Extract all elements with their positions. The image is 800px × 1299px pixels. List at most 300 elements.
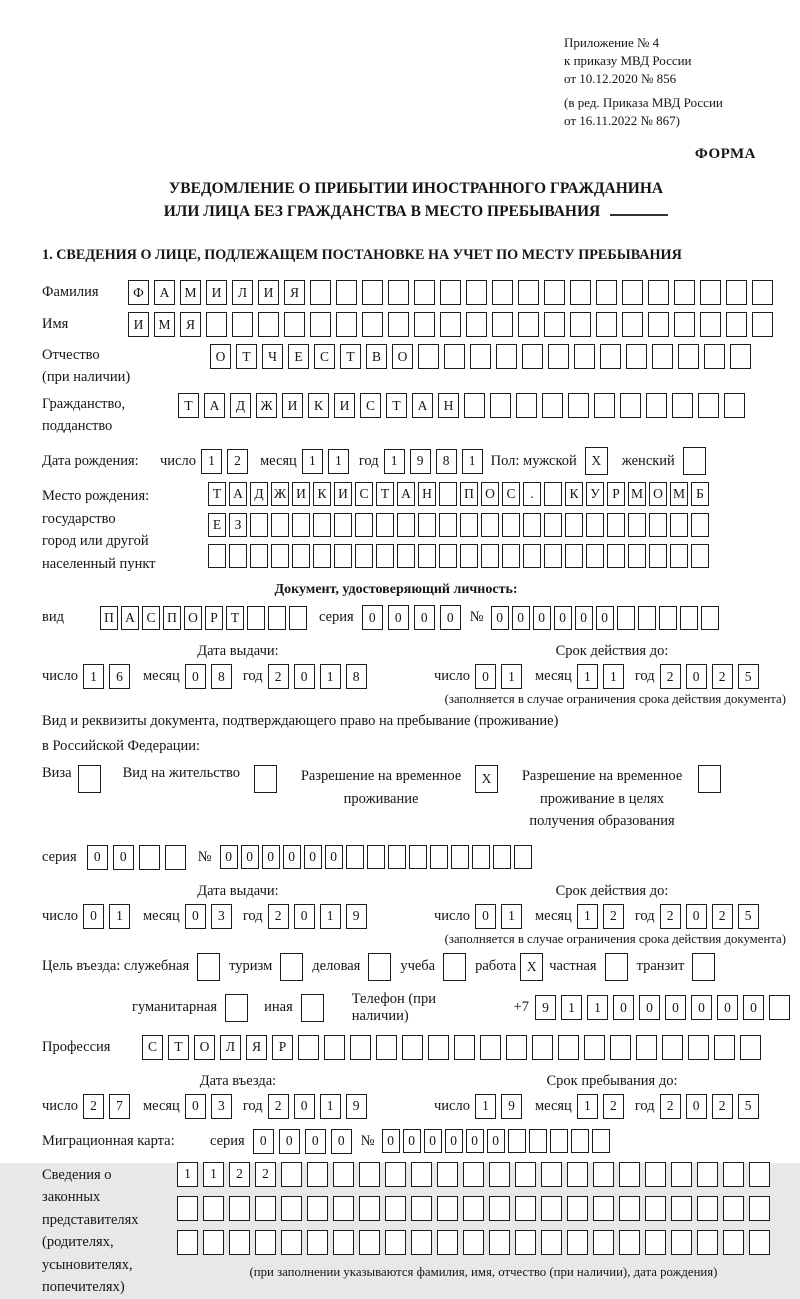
char-cell[interactable] bbox=[336, 280, 357, 305]
char-cell[interactable] bbox=[271, 544, 289, 568]
char-cell[interactable]: П bbox=[460, 482, 478, 506]
char-cell[interactable]: П bbox=[163, 606, 181, 630]
char-cell[interactable]: 8 bbox=[436, 449, 457, 474]
char-cell[interactable] bbox=[584, 1035, 605, 1060]
char-cell[interactable] bbox=[385, 1230, 406, 1255]
char-cell[interactable] bbox=[250, 513, 268, 537]
char-cell[interactable]: С bbox=[360, 393, 381, 418]
char-cell[interactable] bbox=[333, 1162, 354, 1187]
char-cell[interactable] bbox=[437, 1196, 458, 1221]
private-checkbox[interactable] bbox=[605, 953, 628, 981]
char-cell[interactable] bbox=[388, 312, 409, 337]
char-cell[interactable]: 0 bbox=[87, 845, 108, 870]
char-cell[interactable] bbox=[700, 280, 721, 305]
char-cell[interactable]: 0 bbox=[283, 845, 301, 869]
char-cell[interactable] bbox=[480, 1035, 501, 1060]
char-cell[interactable] bbox=[229, 1230, 250, 1255]
char-cell[interactable]: С bbox=[502, 482, 520, 506]
char-cell[interactable]: 0 bbox=[639, 995, 660, 1020]
char-cell[interactable] bbox=[508, 1129, 526, 1153]
char-cell[interactable]: Ж bbox=[271, 482, 289, 506]
char-cell[interactable]: Т bbox=[226, 606, 244, 630]
char-cell[interactable] bbox=[376, 513, 394, 537]
char-cell[interactable]: С bbox=[314, 344, 335, 369]
char-cell[interactable] bbox=[645, 1162, 666, 1187]
char-cell[interactable] bbox=[697, 1162, 718, 1187]
char-cell[interactable] bbox=[502, 544, 520, 568]
char-cell[interactable] bbox=[464, 393, 485, 418]
char-cell[interactable] bbox=[600, 344, 621, 369]
temp-residence-checkbox[interactable]: X bbox=[475, 765, 498, 793]
char-cell[interactable] bbox=[489, 1162, 510, 1187]
female-checkbox[interactable] bbox=[683, 447, 706, 475]
char-cell[interactable]: 9 bbox=[535, 995, 556, 1020]
char-cell[interactable]: 0 bbox=[83, 904, 104, 929]
char-cell[interactable] bbox=[440, 280, 461, 305]
official-checkbox[interactable] bbox=[197, 953, 220, 981]
char-cell[interactable] bbox=[430, 845, 448, 869]
char-cell[interactable] bbox=[307, 1196, 328, 1221]
char-cell[interactable]: 0 bbox=[220, 845, 238, 869]
char-cell[interactable] bbox=[544, 513, 562, 537]
char-cell[interactable]: 0 bbox=[491, 606, 509, 630]
char-cell[interactable]: 1 bbox=[561, 995, 582, 1020]
char-cell[interactable] bbox=[567, 1196, 588, 1221]
char-cell[interactable] bbox=[565, 544, 583, 568]
char-cell[interactable]: 1 bbox=[320, 664, 341, 689]
char-cell[interactable] bbox=[409, 845, 427, 869]
char-cell[interactable]: А bbox=[204, 393, 225, 418]
char-cell[interactable]: С bbox=[142, 606, 160, 630]
char-cell[interactable] bbox=[307, 1230, 328, 1255]
char-cell[interactable]: 1 bbox=[501, 904, 522, 929]
char-cell[interactable] bbox=[324, 1035, 345, 1060]
char-cell[interactable] bbox=[628, 513, 646, 537]
char-cell[interactable] bbox=[489, 1196, 510, 1221]
char-cell[interactable] bbox=[255, 1230, 276, 1255]
char-cell[interactable] bbox=[740, 1035, 761, 1060]
char-cell[interactable] bbox=[139, 845, 160, 870]
char-cell[interactable] bbox=[177, 1230, 198, 1255]
char-cell[interactable] bbox=[414, 312, 435, 337]
char-cell[interactable] bbox=[385, 1196, 406, 1221]
char-cell[interactable]: В bbox=[366, 344, 387, 369]
char-cell[interactable] bbox=[492, 280, 513, 305]
char-cell[interactable] bbox=[544, 280, 565, 305]
char-cell[interactable]: 1 bbox=[603, 664, 624, 689]
char-cell[interactable] bbox=[565, 513, 583, 537]
char-cell[interactable]: Л bbox=[220, 1035, 241, 1060]
char-cell[interactable] bbox=[397, 513, 415, 537]
char-cell[interactable] bbox=[649, 544, 667, 568]
char-cell[interactable] bbox=[691, 513, 709, 537]
char-cell[interactable]: 7 bbox=[109, 1094, 130, 1119]
char-cell[interactable] bbox=[674, 312, 695, 337]
char-cell[interactable] bbox=[481, 544, 499, 568]
char-cell[interactable]: 0 bbox=[691, 995, 712, 1020]
char-cell[interactable]: 1 bbox=[328, 449, 349, 474]
char-cell[interactable] bbox=[350, 1035, 371, 1060]
char-cell[interactable]: 0 bbox=[325, 845, 343, 869]
char-cell[interactable]: 2 bbox=[227, 449, 248, 474]
char-cell[interactable] bbox=[593, 1162, 614, 1187]
char-cell[interactable]: 5 bbox=[738, 1094, 759, 1119]
char-cell[interactable]: Т bbox=[340, 344, 361, 369]
char-cell[interactable] bbox=[714, 1035, 735, 1060]
char-cell[interactable] bbox=[359, 1196, 380, 1221]
char-cell[interactable] bbox=[516, 393, 537, 418]
char-cell[interactable] bbox=[619, 1196, 640, 1221]
char-cell[interactable] bbox=[568, 393, 589, 418]
char-cell[interactable]: И bbox=[206, 280, 227, 305]
char-cell[interactable] bbox=[388, 280, 409, 305]
char-cell[interactable] bbox=[570, 280, 591, 305]
char-cell[interactable] bbox=[541, 1230, 562, 1255]
char-cell[interactable] bbox=[388, 845, 406, 869]
char-cell[interactable]: 1 bbox=[83, 664, 104, 689]
char-cell[interactable]: О bbox=[184, 606, 202, 630]
char-cell[interactable]: И bbox=[282, 393, 303, 418]
char-cell[interactable] bbox=[619, 1162, 640, 1187]
char-cell[interactable]: 2 bbox=[660, 1094, 681, 1119]
char-cell[interactable] bbox=[724, 393, 745, 418]
char-cell[interactable] bbox=[592, 1129, 610, 1153]
char-cell[interactable] bbox=[723, 1162, 744, 1187]
char-cell[interactable] bbox=[310, 280, 331, 305]
char-cell[interactable]: 1 bbox=[320, 1094, 341, 1119]
char-cell[interactable]: О bbox=[194, 1035, 215, 1060]
char-cell[interactable]: И bbox=[258, 280, 279, 305]
char-cell[interactable] bbox=[636, 1035, 657, 1060]
char-cell[interactable] bbox=[550, 1129, 568, 1153]
char-cell[interactable] bbox=[355, 544, 373, 568]
char-cell[interactable]: Д bbox=[230, 393, 251, 418]
char-cell[interactable]: 1 bbox=[462, 449, 483, 474]
char-cell[interactable] bbox=[619, 1230, 640, 1255]
char-cell[interactable]: 0 bbox=[294, 1094, 315, 1119]
char-cell[interactable] bbox=[752, 280, 773, 305]
study-checkbox[interactable] bbox=[443, 953, 466, 981]
char-cell[interactable] bbox=[622, 312, 643, 337]
char-cell[interactable]: 0 bbox=[466, 1129, 484, 1153]
char-cell[interactable] bbox=[472, 845, 490, 869]
char-cell[interactable] bbox=[648, 280, 669, 305]
char-cell[interactable] bbox=[594, 393, 615, 418]
char-cell[interactable] bbox=[610, 1035, 631, 1060]
char-cell[interactable] bbox=[281, 1196, 302, 1221]
char-cell[interactable] bbox=[645, 1196, 666, 1221]
char-cell[interactable] bbox=[268, 606, 286, 630]
char-cell[interactable] bbox=[541, 1162, 562, 1187]
char-cell[interactable]: 2 bbox=[229, 1162, 250, 1187]
char-cell[interactable] bbox=[439, 482, 457, 506]
char-cell[interactable] bbox=[250, 544, 268, 568]
char-cell[interactable] bbox=[313, 544, 331, 568]
char-cell[interactable] bbox=[567, 1162, 588, 1187]
char-cell[interactable]: 0 bbox=[185, 904, 206, 929]
char-cell[interactable]: П bbox=[100, 606, 118, 630]
char-cell[interactable] bbox=[165, 845, 186, 870]
char-cell[interactable] bbox=[440, 312, 461, 337]
char-cell[interactable]: 2 bbox=[660, 904, 681, 929]
char-cell[interactable] bbox=[571, 1129, 589, 1153]
char-cell[interactable]: Р bbox=[607, 482, 625, 506]
char-cell[interactable]: 0 bbox=[185, 1094, 206, 1119]
char-cell[interactable] bbox=[680, 606, 698, 630]
residence-permit-checkbox[interactable] bbox=[254, 765, 277, 793]
char-cell[interactable] bbox=[232, 312, 253, 337]
char-cell[interactable] bbox=[385, 1162, 406, 1187]
char-cell[interactable]: Ф bbox=[128, 280, 149, 305]
char-cell[interactable]: Т bbox=[236, 344, 257, 369]
char-cell[interactable] bbox=[544, 544, 562, 568]
char-cell[interactable] bbox=[298, 1035, 319, 1060]
char-cell[interactable] bbox=[523, 544, 541, 568]
char-cell[interactable]: 0 bbox=[440, 605, 461, 630]
char-cell[interactable] bbox=[451, 845, 469, 869]
char-cell[interactable]: 0 bbox=[362, 605, 383, 630]
char-cell[interactable]: 1 bbox=[384, 449, 405, 474]
char-cell[interactable]: 0 bbox=[475, 904, 496, 929]
char-cell[interactable] bbox=[460, 513, 478, 537]
char-cell[interactable] bbox=[229, 1196, 250, 1221]
char-cell[interactable]: 0 bbox=[241, 845, 259, 869]
char-cell[interactable] bbox=[439, 544, 457, 568]
char-cell[interactable]: 9 bbox=[410, 449, 431, 474]
char-cell[interactable] bbox=[586, 513, 604, 537]
char-cell[interactable] bbox=[749, 1196, 770, 1221]
char-cell[interactable] bbox=[514, 845, 532, 869]
char-cell[interactable]: 9 bbox=[346, 1094, 367, 1119]
char-cell[interactable]: З bbox=[229, 513, 247, 537]
char-cell[interactable] bbox=[496, 344, 517, 369]
char-cell[interactable]: А bbox=[121, 606, 139, 630]
char-cell[interactable]: А bbox=[229, 482, 247, 506]
char-cell[interactable] bbox=[570, 312, 591, 337]
char-cell[interactable] bbox=[411, 1196, 432, 1221]
char-cell[interactable]: 1 bbox=[320, 904, 341, 929]
char-cell[interactable] bbox=[203, 1196, 224, 1221]
char-cell[interactable]: С bbox=[355, 482, 373, 506]
char-cell[interactable] bbox=[622, 280, 643, 305]
char-cell[interactable] bbox=[723, 1230, 744, 1255]
char-cell[interactable] bbox=[671, 1162, 692, 1187]
char-cell[interactable] bbox=[258, 312, 279, 337]
char-cell[interactable] bbox=[544, 312, 565, 337]
char-cell[interactable]: Я bbox=[246, 1035, 267, 1060]
char-cell[interactable] bbox=[418, 544, 436, 568]
char-cell[interactable]: 2 bbox=[603, 1094, 624, 1119]
char-cell[interactable]: 1 bbox=[475, 1094, 496, 1119]
char-cell[interactable]: 0 bbox=[686, 664, 707, 689]
char-cell[interactable]: 0 bbox=[512, 606, 530, 630]
char-cell[interactable] bbox=[355, 513, 373, 537]
char-cell[interactable]: 0 bbox=[331, 1129, 352, 1154]
work-checkbox[interactable]: X bbox=[520, 953, 543, 981]
char-cell[interactable]: 0 bbox=[743, 995, 764, 1020]
char-cell[interactable]: 0 bbox=[279, 1129, 300, 1154]
char-cell[interactable] bbox=[670, 544, 688, 568]
char-cell[interactable] bbox=[648, 312, 669, 337]
char-cell[interactable] bbox=[310, 312, 331, 337]
char-cell[interactable]: 0 bbox=[424, 1129, 442, 1153]
char-cell[interactable] bbox=[397, 544, 415, 568]
char-cell[interactable]: 0 bbox=[113, 845, 134, 870]
char-cell[interactable] bbox=[333, 1230, 354, 1255]
char-cell[interactable]: Р bbox=[205, 606, 223, 630]
char-cell[interactable]: С bbox=[142, 1035, 163, 1060]
char-cell[interactable] bbox=[567, 1230, 588, 1255]
char-cell[interactable] bbox=[671, 1196, 692, 1221]
char-cell[interactable] bbox=[659, 606, 677, 630]
char-cell[interactable]: . bbox=[523, 482, 541, 506]
char-cell[interactable]: Т bbox=[376, 482, 394, 506]
char-cell[interactable] bbox=[454, 1035, 475, 1060]
char-cell[interactable] bbox=[704, 344, 725, 369]
char-cell[interactable]: 0 bbox=[487, 1129, 505, 1153]
char-cell[interactable]: У bbox=[586, 482, 604, 506]
char-cell[interactable]: 3 bbox=[211, 904, 232, 929]
other-purpose-checkbox[interactable] bbox=[301, 994, 324, 1022]
char-cell[interactable] bbox=[523, 513, 541, 537]
visa-checkbox[interactable] bbox=[78, 765, 101, 793]
char-cell[interactable] bbox=[334, 544, 352, 568]
char-cell[interactable] bbox=[466, 280, 487, 305]
char-cell[interactable]: 0 bbox=[613, 995, 634, 1020]
char-cell[interactable]: 0 bbox=[686, 1094, 707, 1119]
char-cell[interactable] bbox=[284, 312, 305, 337]
char-cell[interactable]: 0 bbox=[185, 664, 206, 689]
char-cell[interactable]: М bbox=[180, 280, 201, 305]
char-cell[interactable] bbox=[470, 344, 491, 369]
char-cell[interactable] bbox=[515, 1162, 536, 1187]
char-cell[interactable] bbox=[652, 344, 673, 369]
char-cell[interactable] bbox=[726, 280, 747, 305]
char-cell[interactable] bbox=[649, 513, 667, 537]
char-cell[interactable]: 0 bbox=[665, 995, 686, 1020]
char-cell[interactable] bbox=[463, 1230, 484, 1255]
char-cell[interactable]: 0 bbox=[388, 605, 409, 630]
char-cell[interactable]: М bbox=[154, 312, 175, 337]
char-cell[interactable]: И bbox=[334, 482, 352, 506]
char-cell[interactable] bbox=[466, 312, 487, 337]
char-cell[interactable] bbox=[247, 606, 265, 630]
char-cell[interactable]: 2 bbox=[268, 904, 289, 929]
char-cell[interactable] bbox=[674, 280, 695, 305]
char-cell[interactable]: 2 bbox=[712, 904, 733, 929]
char-cell[interactable] bbox=[281, 1230, 302, 1255]
humanitarian-checkbox[interactable] bbox=[225, 994, 248, 1022]
char-cell[interactable]: Е bbox=[288, 344, 309, 369]
char-cell[interactable] bbox=[697, 1196, 718, 1221]
char-cell[interactable] bbox=[418, 344, 439, 369]
char-cell[interactable]: 8 bbox=[346, 664, 367, 689]
char-cell[interactable]: 0 bbox=[262, 845, 280, 869]
char-cell[interactable]: 0 bbox=[575, 606, 593, 630]
char-cell[interactable] bbox=[548, 344, 569, 369]
char-cell[interactable] bbox=[359, 1230, 380, 1255]
char-cell[interactable] bbox=[333, 1196, 354, 1221]
char-cell[interactable] bbox=[586, 544, 604, 568]
char-cell[interactable] bbox=[574, 344, 595, 369]
char-cell[interactable] bbox=[532, 1035, 553, 1060]
char-cell[interactable]: 5 bbox=[738, 664, 759, 689]
char-cell[interactable]: 0 bbox=[382, 1129, 400, 1153]
char-cell[interactable]: И bbox=[292, 482, 310, 506]
char-cell[interactable]: 1 bbox=[577, 904, 598, 929]
char-cell[interactable] bbox=[730, 344, 751, 369]
char-cell[interactable]: 1 bbox=[577, 1094, 598, 1119]
char-cell[interactable]: Т bbox=[208, 482, 226, 506]
char-cell[interactable]: 2 bbox=[603, 904, 624, 929]
char-cell[interactable] bbox=[646, 393, 667, 418]
char-cell[interactable] bbox=[558, 1035, 579, 1060]
char-cell[interactable]: М bbox=[628, 482, 646, 506]
char-cell[interactable]: 2 bbox=[712, 1094, 733, 1119]
char-cell[interactable] bbox=[749, 1230, 770, 1255]
char-cell[interactable] bbox=[626, 344, 647, 369]
char-cell[interactable]: 0 bbox=[475, 664, 496, 689]
char-cell[interactable]: О bbox=[392, 344, 413, 369]
edu-residence-checkbox[interactable] bbox=[698, 765, 721, 793]
char-cell[interactable] bbox=[688, 1035, 709, 1060]
char-cell[interactable] bbox=[336, 312, 357, 337]
char-cell[interactable] bbox=[463, 1162, 484, 1187]
char-cell[interactable] bbox=[402, 1035, 423, 1060]
char-cell[interactable] bbox=[593, 1230, 614, 1255]
char-cell[interactable] bbox=[177, 1196, 198, 1221]
char-cell[interactable] bbox=[418, 513, 436, 537]
char-cell[interactable]: 6 bbox=[109, 664, 130, 689]
char-cell[interactable] bbox=[698, 393, 719, 418]
char-cell[interactable] bbox=[313, 513, 331, 537]
char-cell[interactable] bbox=[672, 393, 693, 418]
char-cell[interactable] bbox=[376, 544, 394, 568]
char-cell[interactable] bbox=[362, 280, 383, 305]
char-cell[interactable]: 1 bbox=[109, 904, 130, 929]
char-cell[interactable]: 2 bbox=[268, 664, 289, 689]
char-cell[interactable] bbox=[518, 280, 539, 305]
char-cell[interactable]: 0 bbox=[414, 605, 435, 630]
char-cell[interactable]: О bbox=[210, 344, 231, 369]
char-cell[interactable]: Б bbox=[691, 482, 709, 506]
char-cell[interactable] bbox=[411, 1162, 432, 1187]
char-cell[interactable] bbox=[359, 1162, 380, 1187]
char-cell[interactable] bbox=[334, 513, 352, 537]
char-cell[interactable] bbox=[607, 513, 625, 537]
char-cell[interactable]: К bbox=[313, 482, 331, 506]
char-cell[interactable] bbox=[723, 1196, 744, 1221]
char-cell[interactable]: 3 bbox=[211, 1094, 232, 1119]
char-cell[interactable]: 1 bbox=[201, 449, 222, 474]
char-cell[interactable] bbox=[700, 312, 721, 337]
char-cell[interactable]: Н bbox=[418, 482, 436, 506]
char-cell[interactable] bbox=[541, 1196, 562, 1221]
char-cell[interactable] bbox=[502, 513, 520, 537]
char-cell[interactable]: 1 bbox=[302, 449, 323, 474]
char-cell[interactable] bbox=[544, 482, 562, 506]
char-cell[interactable]: 0 bbox=[253, 1129, 274, 1154]
char-cell[interactable] bbox=[670, 513, 688, 537]
char-cell[interactable] bbox=[437, 1162, 458, 1187]
char-cell[interactable]: 2 bbox=[83, 1094, 104, 1119]
char-cell[interactable]: О bbox=[649, 482, 667, 506]
char-cell[interactable]: 0 bbox=[445, 1129, 463, 1153]
char-cell[interactable] bbox=[492, 312, 513, 337]
char-cell[interactable] bbox=[307, 1162, 328, 1187]
transit-checkbox[interactable] bbox=[692, 953, 715, 981]
char-cell[interactable]: 1 bbox=[203, 1162, 224, 1187]
